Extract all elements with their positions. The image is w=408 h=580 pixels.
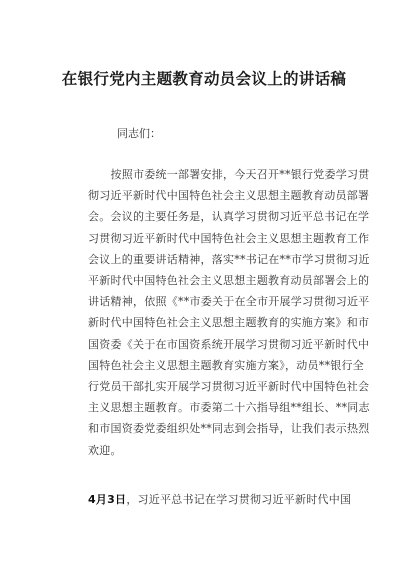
paragraph-line: 国资委《关于在市国资系统开展学习贯彻习近平新时代中 — [88, 337, 370, 351]
paragraph-date: 4月3日 — [88, 493, 127, 506]
paragraph-line: 新时代中国特色社会主义思想主题教育的实施方案》和市 — [88, 316, 370, 330]
document-title: 在银行党内主题教育动员会议上的讲话稿 — [61, 70, 347, 88]
salutation: 同志们： — [117, 127, 161, 140]
paragraph-2 — [88, 491, 352, 507]
paragraph-line: 讲话精神，依照《**市委关于在全市开展学习贯彻习近平 — [88, 295, 370, 309]
paragraph-line: 会。会议的主要任务是，认真学习贯彻习近平总书记在学 — [88, 210, 370, 224]
paragraph-line: 欢迎。 — [88, 443, 122, 457]
paragraph-line: 国特色社会主义思想主题教育实施方案》，动员**银行全 — [88, 358, 364, 372]
paragraph-line: 行党员干部扎实开展学习贯彻习近平新时代中国特色社会 — [88, 380, 370, 394]
paragraph-line: 会议上的重要讲话精神，落实**书记在**市学习贯彻习近 — [88, 252, 370, 266]
paragraph-line: 平新时代中国特色社会主义思想主题教育动员部署会上的 — [88, 274, 370, 288]
paragraph-line: 和市国资委党委组织处**同志到会指导，让我们表示热烈 — [88, 422, 370, 436]
paragraph-line: 习贯彻习近平新时代中国特色社会主义思想主题教育工作 — [88, 231, 370, 245]
paragraph-line: 按照市委统一部署安排，今天召开**银行党委学习贯 — [88, 168, 370, 181]
paragraph-text: ，习近平总书记在学习贯彻习近平新时代中国 — [126, 493, 352, 506]
paragraph-1 — [88, 164, 370, 461]
paragraph-line: 彻习近平新时代中国特色社会主义思想主题教育动员部署 — [88, 189, 370, 203]
paragraph-line: 主义思想主题教育。市委第二十六指导组**组长、**同志 — [88, 401, 370, 415]
